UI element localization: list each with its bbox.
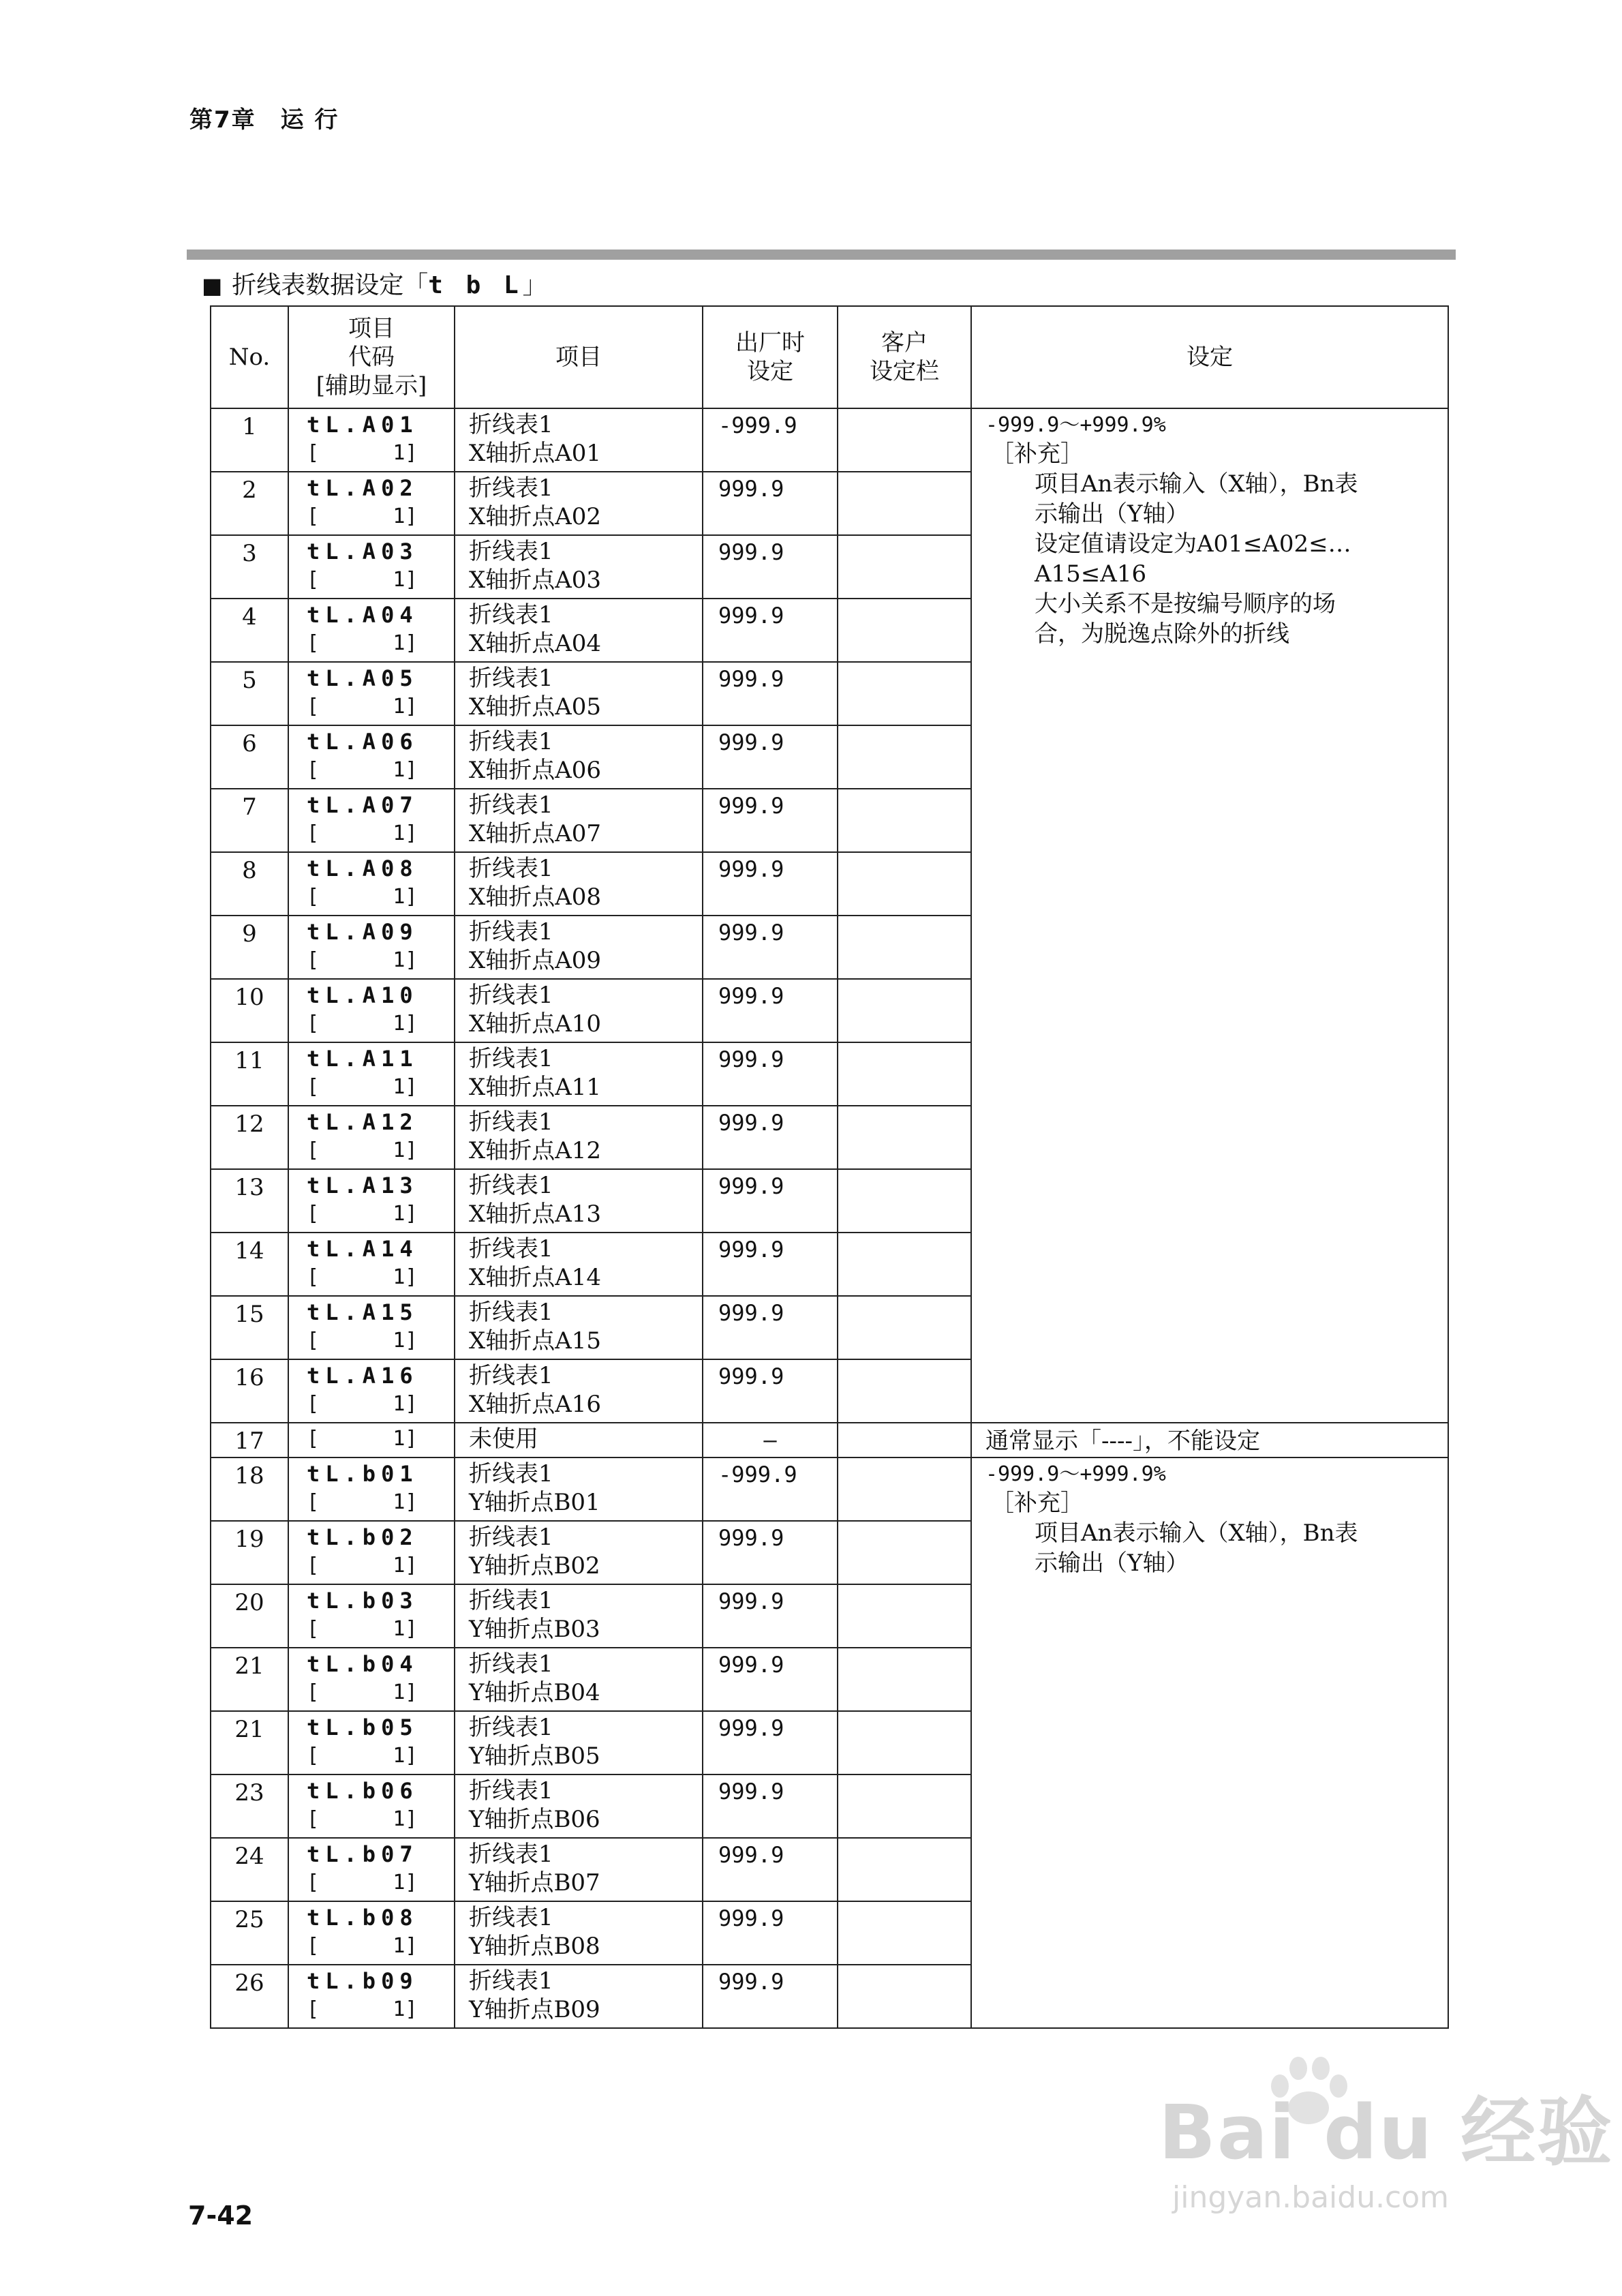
row-code bbox=[288, 1584, 455, 1648]
row-customer-setting bbox=[838, 472, 971, 535]
row-item-line2: X轴折点A14 bbox=[469, 1264, 602, 1291]
row-number: 1 bbox=[211, 408, 288, 472]
header-customer-line1: 客户 bbox=[881, 329, 928, 357]
row-code-display: tL.A08 bbox=[307, 856, 418, 881]
row-item bbox=[455, 472, 703, 535]
row-item bbox=[455, 1648, 703, 1711]
row-customer-setting bbox=[838, 725, 971, 789]
row-code bbox=[288, 662, 455, 725]
row-item bbox=[455, 1838, 703, 1901]
row-code-display: tL.A13 bbox=[307, 1173, 418, 1198]
row-item-line1: 折线表1 bbox=[469, 791, 553, 819]
row-default: 999.9 bbox=[703, 1711, 838, 1774]
row-item bbox=[455, 1584, 703, 1648]
setting-supplement-label: ［补充］ bbox=[991, 440, 1084, 468]
row-code-display: tL.A03 bbox=[307, 539, 418, 564]
row-default: 999.9 bbox=[703, 472, 838, 535]
row-number: 24 bbox=[211, 1838, 288, 1901]
row-default: 999.9 bbox=[703, 1774, 838, 1838]
row-number: 11 bbox=[211, 1042, 288, 1106]
row-default: 999.9 bbox=[703, 1521, 838, 1584]
row-item-line1: 折线表1 bbox=[469, 601, 553, 629]
row-item-line2: Y轴折点B09 bbox=[469, 1996, 600, 2023]
row-customer-setting bbox=[838, 852, 971, 916]
row-default: 999.9 bbox=[703, 1169, 838, 1233]
row-default: 999.9 bbox=[703, 1584, 838, 1648]
row-item bbox=[455, 1359, 703, 1423]
row-number: 6 bbox=[211, 725, 288, 789]
row-default: 999.9 bbox=[703, 1296, 838, 1359]
row-customer-setting bbox=[838, 1648, 971, 1711]
row-code-aux: [ 1] bbox=[307, 1075, 418, 1099]
table-header-row bbox=[211, 306, 1448, 408]
row-code bbox=[288, 979, 455, 1042]
row-code-aux: [ 1] bbox=[307, 1265, 418, 1289]
row-item-line1: 折线表1 bbox=[469, 728, 553, 755]
row-item-line1: 折线表1 bbox=[469, 1299, 553, 1326]
row-item bbox=[455, 1965, 703, 2028]
header-setting: 设定 bbox=[971, 306, 1448, 408]
setting-note-line: 示输出（Y轴） bbox=[1035, 500, 1189, 528]
row-code bbox=[288, 1233, 455, 1296]
row-item bbox=[455, 1169, 703, 1233]
row-item-line2: X轴折点A03 bbox=[469, 567, 602, 594]
row-item bbox=[455, 662, 703, 725]
row-item-line1: 折线表1 bbox=[469, 1650, 553, 1678]
table-row bbox=[211, 1457, 1448, 1521]
row-item-line1: 折线表1 bbox=[469, 1524, 553, 1551]
header-default-line1: 出厂时 bbox=[735, 329, 805, 357]
row-default: 999.9 bbox=[703, 852, 838, 916]
row-customer-setting bbox=[838, 1169, 971, 1233]
row-customer-setting bbox=[838, 1774, 971, 1838]
row-item-line1: 折线表1 bbox=[469, 1777, 553, 1804]
row-customer-setting bbox=[838, 789, 971, 852]
row-code-aux: [ 1] bbox=[307, 948, 418, 972]
row-number: 13 bbox=[211, 1169, 288, 1233]
row-number: 14 bbox=[211, 1233, 288, 1296]
row-code-aux: [ 1] bbox=[307, 1202, 418, 1226]
row-code bbox=[288, 1169, 455, 1233]
row-code bbox=[288, 1359, 455, 1423]
row-item-line2: X轴折点A02 bbox=[469, 503, 602, 530]
row-default: 999.9 bbox=[703, 1838, 838, 1901]
row-item-line1: 折线表1 bbox=[469, 1967, 553, 1995]
row-default: 999.9 bbox=[703, 789, 838, 852]
header-default bbox=[703, 306, 838, 408]
row-item bbox=[455, 1296, 703, 1359]
row-number: 21 bbox=[211, 1648, 288, 1711]
row-code-display: tL.b02 bbox=[307, 1524, 418, 1550]
setting-cell bbox=[971, 408, 1448, 1423]
row-item-line2: X轴折点A06 bbox=[469, 757, 602, 784]
table-row bbox=[211, 408, 1448, 472]
row-code-display: tL.A09 bbox=[307, 919, 418, 945]
row-code-display: tL.A15 bbox=[307, 1299, 418, 1325]
row-code-aux: [ 1] bbox=[307, 1392, 418, 1416]
row-number: 8 bbox=[211, 852, 288, 916]
row-code-aux: [ 1] bbox=[307, 568, 418, 592]
header-no: No. bbox=[211, 306, 288, 408]
row-default: 999.9 bbox=[703, 1901, 838, 1965]
row-code-display: tL.A06 bbox=[307, 729, 418, 755]
row-code-aux: [ 1] bbox=[307, 1871, 418, 1894]
row-code-display: tL.b09 bbox=[307, 1968, 418, 1994]
row-code-display: tL.b03 bbox=[307, 1588, 418, 1614]
row-number: 21 bbox=[211, 1711, 288, 1774]
row-item-line2: X轴折点A11 bbox=[469, 1074, 602, 1101]
row-number: 2 bbox=[211, 472, 288, 535]
row-default: 999.9 bbox=[703, 979, 838, 1042]
row-item-line1: 折线表1 bbox=[469, 1714, 553, 1741]
row-item bbox=[455, 789, 703, 852]
row-item-line1: 折线表1 bbox=[469, 1172, 553, 1199]
row-item-line2: Y轴折点B07 bbox=[469, 1869, 600, 1897]
row-default: 999.9 bbox=[703, 1042, 838, 1106]
row-number: 5 bbox=[211, 662, 288, 725]
row-item-line2: X轴折点A07 bbox=[469, 820, 602, 847]
header-code-line2: 代码 bbox=[348, 344, 395, 371]
row-default: 999.9 bbox=[703, 916, 838, 979]
parameter-table bbox=[210, 305, 1449, 2029]
section-rule bbox=[187, 250, 1456, 260]
section-title-close: 」 bbox=[522, 271, 547, 299]
row-item-line1: 折线表1 bbox=[469, 855, 553, 882]
row-number: 20 bbox=[211, 1584, 288, 1648]
row-code-display: tL.b06 bbox=[307, 1778, 418, 1804]
row-default: 999.9 bbox=[703, 1106, 838, 1169]
row-code-display: tL.A11 bbox=[307, 1046, 418, 1072]
row-customer-setting bbox=[838, 916, 971, 979]
row-item bbox=[455, 1423, 703, 1457]
row-code-display: tL.b04 bbox=[307, 1651, 418, 1677]
row-item bbox=[455, 1233, 703, 1296]
row-customer-setting bbox=[838, 1901, 971, 1965]
row-default: 999.9 bbox=[703, 1233, 838, 1296]
setting-cell bbox=[971, 1457, 1448, 2028]
section-code: t b L bbox=[428, 271, 523, 299]
row-code bbox=[288, 535, 455, 599]
header-code-line1: 项目 bbox=[348, 315, 395, 342]
row-code bbox=[288, 789, 455, 852]
row-item-line2: X轴折点A09 bbox=[469, 947, 602, 974]
row-code-display: tL.b07 bbox=[307, 1841, 418, 1867]
row-customer-setting bbox=[838, 1233, 971, 1296]
row-code bbox=[288, 1648, 455, 1711]
row-code bbox=[288, 472, 455, 535]
row-number: 16 bbox=[211, 1359, 288, 1423]
row-number: 4 bbox=[211, 599, 288, 662]
row-default: 999.9 bbox=[703, 535, 838, 599]
section-marker: ■ bbox=[202, 273, 223, 299]
row-code-display: tL.b01 bbox=[307, 1461, 418, 1487]
row-item bbox=[455, 408, 703, 472]
setting-note-line: 合，为脱逸点除外的折线 bbox=[1035, 620, 1289, 648]
setting-note-line: 项目An表示输入（X轴），Bn表 bbox=[1035, 1520, 1358, 1547]
setting-note-line: 示输出（Y轴） bbox=[1035, 1550, 1189, 1577]
row-code-aux: [ 1] bbox=[307, 1617, 418, 1641]
row-item-line2: X轴折点A01 bbox=[469, 440, 602, 467]
row-item-line2: Y轴折点B04 bbox=[469, 1679, 600, 1706]
row-item-line1: 折线表1 bbox=[469, 1108, 553, 1136]
row-item-line1: 折线表1 bbox=[469, 411, 553, 438]
row-number: 18 bbox=[211, 1457, 288, 1521]
row-customer-setting bbox=[838, 1457, 971, 1521]
row-item bbox=[455, 979, 703, 1042]
row-customer-setting bbox=[838, 662, 971, 725]
row-code-aux: [ 1] bbox=[307, 1490, 418, 1514]
row-code-display: tL.A02 bbox=[307, 475, 418, 501]
header-customer bbox=[838, 306, 971, 408]
row-code-aux: [ 1] bbox=[307, 1329, 418, 1353]
row-code-display: tL.b08 bbox=[307, 1905, 418, 1931]
row-code-aux: [ 1] bbox=[307, 1138, 418, 1162]
setting-supplement-label: ［补充］ bbox=[991, 1490, 1084, 1517]
row-item bbox=[455, 1774, 703, 1838]
row-number: 12 bbox=[211, 1106, 288, 1169]
row-customer-setting bbox=[838, 979, 971, 1042]
row-code-display: tL.A04 bbox=[307, 602, 418, 628]
row-code-display: tL.A12 bbox=[307, 1109, 418, 1135]
row-item bbox=[455, 1521, 703, 1584]
row-item bbox=[455, 599, 703, 662]
header-code bbox=[288, 306, 455, 408]
setting-range: -999.9～+999.9% bbox=[985, 413, 1166, 437]
row-code-aux: [ 1] bbox=[307, 1680, 418, 1704]
row-code-display: tL.A01 bbox=[307, 412, 418, 438]
row-number: 3 bbox=[211, 535, 288, 599]
setting-range: -999.9～+999.9% bbox=[985, 1462, 1166, 1486]
row-item-line1: 折线表1 bbox=[469, 1587, 553, 1614]
row-item-line1: 折线表1 bbox=[469, 918, 553, 946]
watermark-url: jingyan.baidu.com bbox=[1172, 2180, 1450, 2215]
row-item-line1: 折线表1 bbox=[469, 1460, 553, 1487]
row-code bbox=[288, 1457, 455, 1521]
row-number: 23 bbox=[211, 1774, 288, 1838]
row-code-aux: [ 1] bbox=[307, 504, 418, 528]
row-item-line1: 折线表1 bbox=[469, 1841, 553, 1868]
row-code-display: tL.A16 bbox=[307, 1363, 418, 1389]
row-customer-setting bbox=[838, 1965, 971, 2028]
watermark bbox=[1152, 2052, 1614, 2256]
row-item-line2: X轴折点A10 bbox=[469, 1010, 602, 1038]
row-item-line1: 未使用 bbox=[469, 1425, 538, 1453]
setting-cell: 通常显示「----」，不能设定 bbox=[971, 1423, 1448, 1457]
row-item-line1: 折线表1 bbox=[469, 1904, 553, 1931]
row-code-display: tL.A14 bbox=[307, 1236, 418, 1262]
row-customer-setting bbox=[838, 1423, 971, 1457]
row-code bbox=[288, 1774, 455, 1838]
row-customer-setting bbox=[838, 1711, 971, 1774]
row-customer-setting bbox=[838, 1521, 971, 1584]
row-code bbox=[288, 1106, 455, 1169]
row-number: 10 bbox=[211, 979, 288, 1042]
row-code bbox=[288, 1521, 455, 1584]
setting-note-line: A15≤A16 bbox=[1035, 560, 1147, 588]
row-item-line2: Y轴折点B08 bbox=[469, 1933, 600, 1960]
row-item-line2: X轴折点A12 bbox=[469, 1137, 602, 1164]
section-title-text: 折线表数据设定「 bbox=[232, 271, 429, 299]
row-default: 999.9 bbox=[703, 725, 838, 789]
row-item-line1: 折线表1 bbox=[469, 474, 553, 502]
row-item-line2: X轴折点A15 bbox=[469, 1327, 602, 1355]
table-row bbox=[211, 1423, 1448, 1457]
row-customer-setting bbox=[838, 1042, 971, 1106]
row-number: 7 bbox=[211, 789, 288, 852]
row-code-aux: [ 1] bbox=[307, 821, 418, 845]
row-customer-setting bbox=[838, 408, 971, 472]
row-code bbox=[288, 852, 455, 916]
row-item-line2: Y轴折点B02 bbox=[469, 1552, 600, 1580]
row-code bbox=[288, 408, 455, 472]
row-item bbox=[455, 852, 703, 916]
row-default: — bbox=[703, 1423, 838, 1457]
row-code-aux: [ 1] bbox=[307, 631, 418, 655]
row-default: 999.9 bbox=[703, 599, 838, 662]
row-item-line2: X轴折点A08 bbox=[469, 883, 602, 911]
row-number: 17 bbox=[211, 1423, 288, 1457]
row-customer-setting bbox=[838, 1584, 971, 1648]
row-code-display: tL.A07 bbox=[307, 792, 418, 818]
row-default: 999.9 bbox=[703, 1965, 838, 2028]
page-number: 7-42 bbox=[188, 2201, 254, 2231]
row-code bbox=[288, 1042, 455, 1106]
row-customer-setting bbox=[838, 1838, 971, 1901]
row-code-aux: [ 1] bbox=[307, 1997, 418, 2021]
row-default: -999.9 bbox=[703, 408, 838, 472]
row-item-line2: Y轴折点B03 bbox=[469, 1616, 600, 1643]
row-code bbox=[288, 599, 455, 662]
row-code-aux: [ 1] bbox=[307, 1934, 418, 1958]
row-default: 999.9 bbox=[703, 662, 838, 725]
setting-note-line: 设定值请设定为A01≤A02≤… bbox=[1035, 530, 1351, 558]
row-item-line2: Y轴折点B06 bbox=[469, 1806, 600, 1833]
header-code-line3: [辅助显示] bbox=[316, 372, 427, 399]
row-item-line2: X轴折点A04 bbox=[469, 630, 602, 657]
row-code bbox=[288, 725, 455, 789]
row-item bbox=[455, 1901, 703, 1965]
row-default: -999.9 bbox=[703, 1457, 838, 1521]
row-code bbox=[288, 1296, 455, 1359]
header-item: 项目 bbox=[455, 306, 703, 408]
row-number: 19 bbox=[211, 1521, 288, 1584]
row-item bbox=[455, 725, 703, 789]
row-item-line1: 折线表1 bbox=[469, 538, 553, 565]
chapter-heading: 第7章 运 行 bbox=[189, 106, 339, 134]
row-item bbox=[455, 1711, 703, 1774]
row-item-line1: 折线表1 bbox=[469, 665, 553, 692]
row-code-display: tL.A10 bbox=[307, 982, 418, 1008]
row-code-aux: [ 1] bbox=[307, 1012, 418, 1036]
row-item bbox=[455, 1042, 703, 1106]
watermark-logo-text: Bai du 经验 bbox=[1159, 2089, 1614, 2176]
row-item-line1: 折线表1 bbox=[469, 982, 553, 1009]
row-default: 999.9 bbox=[703, 1359, 838, 1423]
row-code bbox=[288, 916, 455, 979]
row-code bbox=[288, 1838, 455, 1901]
row-item bbox=[455, 535, 703, 599]
row-number: 15 bbox=[211, 1296, 288, 1359]
row-code-display: tL.b05 bbox=[307, 1715, 418, 1740]
row-code bbox=[288, 1901, 455, 1965]
row-item bbox=[455, 916, 703, 979]
row-default: 999.9 bbox=[703, 1648, 838, 1711]
row-code bbox=[288, 1711, 455, 1774]
row-code-display: tL.A05 bbox=[307, 665, 418, 691]
header-default-line2: 设定 bbox=[747, 358, 793, 385]
row-number: 9 bbox=[211, 916, 288, 979]
row-customer-setting bbox=[838, 535, 971, 599]
row-code-aux: [ 1] bbox=[307, 1554, 418, 1577]
row-item bbox=[455, 1457, 703, 1521]
row-item-line2: X轴折点A16 bbox=[469, 1391, 602, 1418]
row-code bbox=[288, 1965, 455, 2028]
row-code bbox=[288, 1423, 455, 1457]
header-customer-line2: 设定栏 bbox=[870, 358, 939, 385]
setting-note-line: 项目An表示输入（X轴），Bn表 bbox=[1035, 470, 1358, 498]
row-code-aux: [ 1] bbox=[307, 441, 418, 465]
row-item-line2: X轴折点A13 bbox=[469, 1200, 602, 1228]
row-code-aux: [ 1] bbox=[307, 1807, 418, 1831]
row-item-line2: Y轴折点B05 bbox=[469, 1742, 600, 1770]
setting-note-line: 大小关系不是按编号顺序的场 bbox=[1035, 590, 1336, 618]
row-code-aux: [ 1] bbox=[307, 1427, 418, 1451]
row-code-aux: [ 1] bbox=[307, 885, 418, 909]
row-item-line2: X轴折点A05 bbox=[469, 693, 602, 721]
row-number: 25 bbox=[211, 1901, 288, 1965]
row-item-line2: Y轴折点B01 bbox=[469, 1489, 600, 1516]
row-customer-setting bbox=[838, 1296, 971, 1359]
row-customer-setting bbox=[838, 1106, 971, 1169]
row-item-line1: 折线表1 bbox=[469, 1045, 553, 1072]
row-item-line1: 折线表1 bbox=[469, 1362, 553, 1389]
row-item-line1: 折线表1 bbox=[469, 1235, 553, 1263]
section-title bbox=[202, 266, 547, 301]
row-code-aux: [ 1] bbox=[307, 695, 418, 719]
row-number: 26 bbox=[211, 1965, 288, 2028]
row-code-aux: [ 1] bbox=[307, 758, 418, 782]
row-customer-setting bbox=[838, 599, 971, 662]
row-item bbox=[455, 1106, 703, 1169]
row-customer-setting bbox=[838, 1359, 971, 1423]
row-code-aux: [ 1] bbox=[307, 1744, 418, 1768]
